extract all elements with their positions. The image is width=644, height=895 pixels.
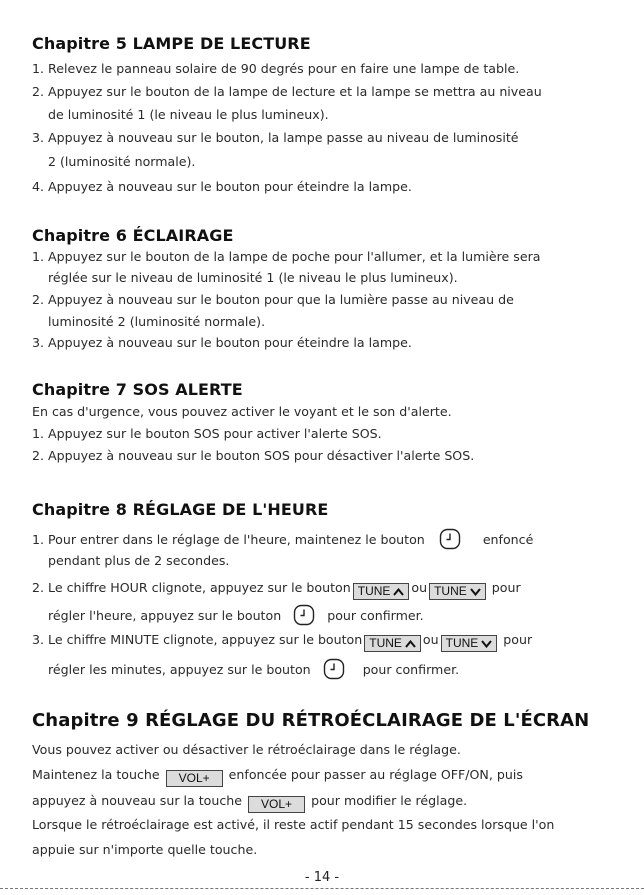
chevron-up-icon <box>405 640 416 648</box>
ch8-step-2-cont <box>48 604 424 630</box>
ch9-line-2-post: enfoncée pour passer au réglage OFF/ON, puis <box>228 767 523 782</box>
ch8-step-3-cont-text: régler les minutes, appuyez sur le bouton <box>48 662 311 677</box>
vol-plus-key: VOL+ <box>166 770 223 787</box>
clock-button-icon <box>323 658 345 684</box>
ch8-step-2-text: 2. Le chiffre HOUR clignote, appuyez sur le bouton <box>32 580 351 595</box>
tune-up-key <box>353 583 410 600</box>
ch7-intro: En cas d'urgence, vous pouvez activer le voyant et le son d'alerte. <box>32 404 452 419</box>
page-number: - 14 - <box>304 870 340 885</box>
ch8-step-1 <box>32 528 533 554</box>
tune-down-key <box>429 583 486 600</box>
confirm-text: pour confirmer. <box>362 662 460 677</box>
tune-up-key-label: TUNE <box>369 636 402 650</box>
ch6-step-1-cont: réglée sur le niveau de luminosité 1 (le niveau le plus lumineux). <box>48 270 458 285</box>
ch8-step-1-end: enfoncé <box>482 532 534 547</box>
chapter-9-title: Chapitre 9 RÉGLAGE DU RÉTROÉCLAIRAGE DE L'ÉCRAN <box>32 710 590 731</box>
tune-up-key-label: TUNE <box>357 584 391 598</box>
page-divider <box>0 888 644 889</box>
or-word: ou <box>422 632 439 647</box>
ch8-step-3 <box>32 632 532 652</box>
chapter-5-title: Chapitre 5 LAMPE DE LECTURE <box>32 34 311 53</box>
ch6-step-2-cont: luminosité 2 (luminosité normale). <box>48 314 266 329</box>
ch6-step-2: 2. Appuyez à nouveau sur le bouton pour que la lumière passe au niveau de <box>32 292 514 307</box>
tune-up-key <box>364 635 421 652</box>
ch5-step-2: 2. Appuyez sur le bouton de la lampe de lecture et la lampe se mettra au niveau <box>32 84 542 99</box>
vol-plus-key: VOL+ <box>248 796 305 813</box>
ch9-line-1: Vous pouvez activer ou désactiver le rétroéclairage dans le réglage. <box>32 742 461 757</box>
ch9-line-2 <box>32 767 523 787</box>
chevron-down-icon <box>470 588 481 596</box>
chapter-7-title: Chapitre 7 SOS ALERTE <box>32 380 243 399</box>
tune-down-key-label: TUNE <box>434 584 467 598</box>
ch9-line-3-pre: appuyez à nouveau sur la touche <box>32 793 243 808</box>
ch9-line-2-pre: Maintenez la touche <box>32 767 160 782</box>
chevron-down-icon <box>481 640 492 648</box>
ch8-step-1-cont: pendant plus de 2 secondes. <box>48 553 230 568</box>
ch6-step-3: 3. Appuyez à nouveau sur le bouton pour éteindre la lampe. <box>32 335 412 350</box>
ch8-step-2-cont-text: régler l'heure, appuyez sur le bouton <box>48 608 282 623</box>
chapter-8-title: Chapitre 8 RÉGLAGE DE L'HEURE <box>32 500 329 519</box>
ch5-step-1: 1. Relevez le panneau solaire de 90 degrés pour en faire une lampe de table. <box>32 61 520 76</box>
ch9-line-3-post: pour modifier le réglage. <box>311 793 468 808</box>
ch9-line-4: Lorsque le rétroéclairage est activé, il reste actif pendant 15 secondes lorsque l'on <box>32 817 555 832</box>
ch8-step-3-cont <box>48 658 459 684</box>
ch7-step-2: 2. Appuyez à nouveau sur le bouton SOS pour désactiver l'alerte SOS. <box>32 448 475 463</box>
ch8-step-2 <box>32 580 521 600</box>
for-word: pour <box>503 632 533 647</box>
ch6-step-1: 1. Appuyez sur le bouton de la lampe de poche pour l'allumer, et la lumière sera <box>32 249 541 264</box>
ch5-step-3-cont: 2 (luminosité normale). <box>48 154 196 169</box>
or-word: ou <box>411 580 428 595</box>
ch9-line-3 <box>32 793 467 813</box>
confirm-text: pour confirmer. <box>327 608 424 623</box>
chevron-up-icon <box>393 588 404 596</box>
ch5-step-3: 3. Appuyez à nouveau sur le bouton, la lampe passe au niveau de luminosité <box>32 130 519 145</box>
tune-down-key <box>441 635 498 652</box>
tune-down-key-label: TUNE <box>445 636 479 650</box>
ch8-step-1-text: 1. Pour entrer dans le réglage de l'heure, maintenez le bouton <box>32 532 425 547</box>
clock-button-icon <box>439 528 461 554</box>
for-word: pour <box>491 580 521 595</box>
ch5-step-4: 4. Appuyez à nouveau sur le bouton pour éteindre la lampe. <box>32 179 412 194</box>
chapter-6-title: Chapitre 6 ÉCLAIRAGE <box>32 226 234 245</box>
ch9-line-5: appuie sur n'importe quelle touche. <box>32 842 258 857</box>
ch7-step-1: 1. Appuyez sur le bouton SOS pour activer l'alerte SOS. <box>32 426 382 441</box>
clock-button-icon <box>293 604 315 630</box>
ch5-step-2-cont: de luminosité 1 (le niveau le plus lumineux). <box>48 107 329 122</box>
ch8-step-3-text: 3. Le chiffre MINUTE clignote, appuyez sur le bouton <box>32 632 363 647</box>
